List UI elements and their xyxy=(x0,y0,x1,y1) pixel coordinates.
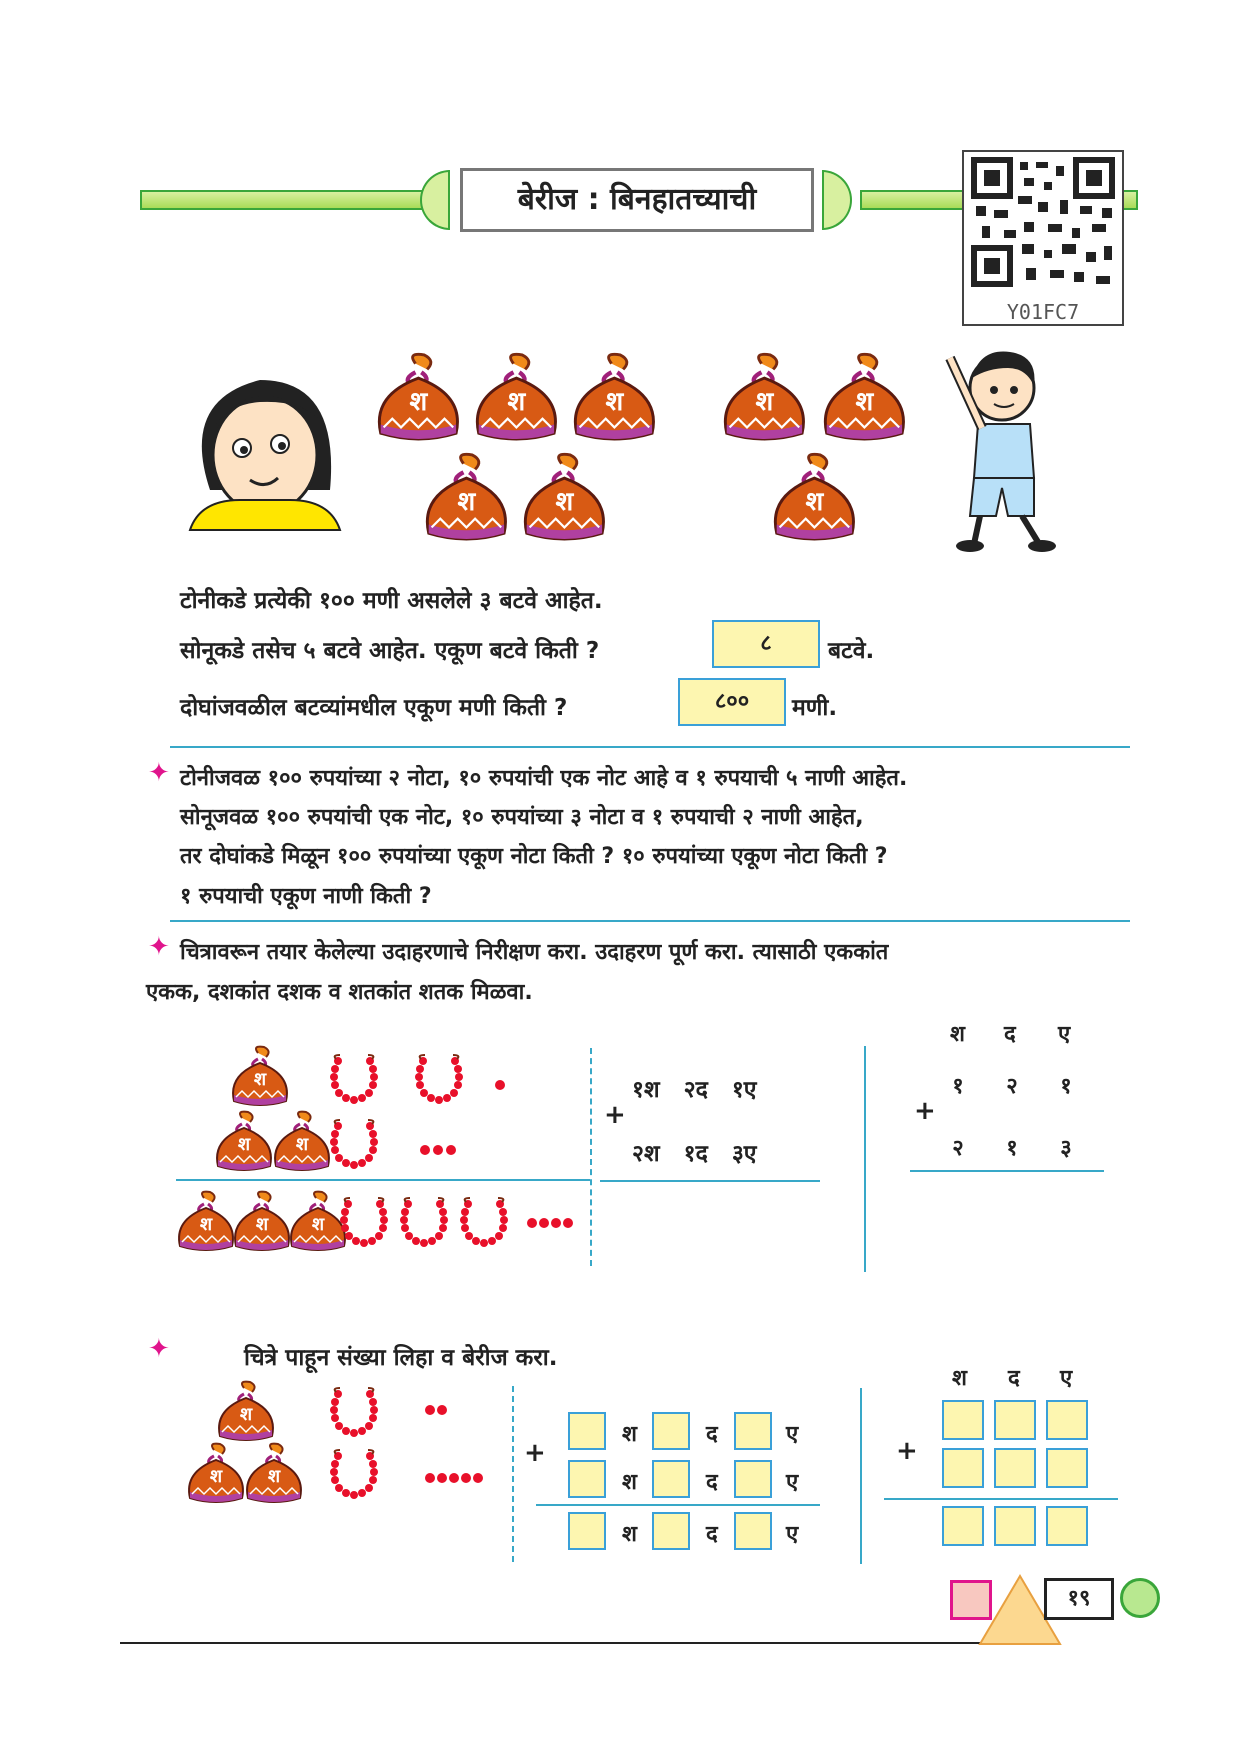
q3-grid-r1-tens[interactable] xyxy=(994,1400,1036,1440)
q2-line-1: चित्रावरून तयार केलेल्या उदाहरणाचे निरीक्षण करा. उदाहरण पूर्ण करा. त्यासाठी एककांत xyxy=(180,940,889,965)
q3-sum-hundreds-box[interactable] xyxy=(568,1512,606,1550)
q3-row1-unit-e: ए xyxy=(786,1422,799,1447)
money-bag-tony-2 xyxy=(477,354,555,439)
q2-row2-bags xyxy=(217,1112,329,1170)
q2-row2-necklace xyxy=(330,1120,378,1169)
star-bullet-q3: ✦ xyxy=(148,1334,170,1364)
intro-line-3-question: दोघांजवळील बटव्यांमधील एकूण मणी किती ? xyxy=(180,695,568,721)
q2-row1-bag xyxy=(233,1047,287,1105)
q1-line-3: तर दोघांकडे मिळून १०० रुपयांच्या एकूण नोटा किती ? १० रुपयांच्या एकूण नोटा किती ? xyxy=(180,844,888,869)
q3-head-tens: द xyxy=(1008,1366,1020,1391)
answer-bags-total[interactable]: ८ xyxy=(712,620,820,668)
q3-plus-sign-1: + xyxy=(524,1438,546,1468)
money-bag-sonu-3 xyxy=(775,454,853,539)
q3-row2-unit-d: द xyxy=(706,1470,718,1495)
footer-circle-shape xyxy=(1120,1578,1160,1618)
q3-row2-tens-box[interactable] xyxy=(652,1460,690,1498)
q3-sum-tens-box[interactable] xyxy=(652,1512,690,1550)
answer-beads-total[interactable]: ८०० xyxy=(678,678,786,726)
q3-row1-bag xyxy=(219,1382,273,1440)
q3-grid-r2-ones[interactable] xyxy=(1046,1448,1088,1488)
qr-pattern xyxy=(964,152,1122,292)
q2-head-hundreds: श xyxy=(950,1022,965,1047)
q2-row2-beads xyxy=(420,1145,456,1155)
q2-expanded-sum-line xyxy=(600,1180,820,1182)
q3-row1-tens-box[interactable] xyxy=(652,1412,690,1450)
q3-solid-divider xyxy=(860,1388,862,1564)
title-cap-left xyxy=(420,170,450,230)
divider-1 xyxy=(170,746,1130,748)
q3-expanded-sum-line xyxy=(536,1504,820,1506)
q3-grid-sum-ones[interactable] xyxy=(1046,1506,1088,1546)
q3-row2-necklace xyxy=(330,1450,378,1499)
q1-line-1: टोनीजवळ १०० रुपयांच्या २ नोटा, १० रुपयांची एक नोट आहे व १ रुपयाची ५ नाणी आहेत. xyxy=(180,766,908,791)
page-number: १९ xyxy=(1044,1578,1114,1620)
q2-num2-tens: १ xyxy=(1006,1136,1018,1161)
q2-sum-necklaces xyxy=(340,1198,508,1247)
money-bag-sonu-2 xyxy=(825,354,903,439)
q2-expanded-row-1: १श २द १ए xyxy=(632,1077,757,1103)
q2-num2-hundreds: २ xyxy=(952,1136,964,1161)
q3-row1-unit-d: द xyxy=(706,1422,718,1447)
q3-grid-r1-ones[interactable] xyxy=(1046,1400,1088,1440)
q1-line-4: १ रुपयाची एकूण नाणी किती ? xyxy=(180,884,432,909)
q2-line-2: एकक, दशकांत दशक व शतकांत शतक मिळवा. xyxy=(146,980,533,1005)
bags-group-tony xyxy=(372,352,672,562)
q3-grid-sum-line xyxy=(884,1498,1118,1500)
star-bullet-q2: ✦ xyxy=(148,932,170,962)
q3-grid-sum-hundreds[interactable] xyxy=(942,1506,984,1546)
money-bag-sonu-1 xyxy=(725,354,803,439)
q3-row2-bags xyxy=(189,1444,301,1502)
q2-num1-tens: २ xyxy=(1006,1074,1018,1099)
q3-sum-unit-e: ए xyxy=(786,1522,799,1547)
girl-illustration xyxy=(180,340,350,540)
q3-picture xyxy=(180,1380,510,1520)
q2-sum-bags xyxy=(179,1192,345,1250)
q3-text: चित्रे पाहून संख्या लिहा व बेरीज करा. xyxy=(244,1345,558,1371)
qr-code-label: Y01FC7 xyxy=(1006,300,1080,324)
q2-plus-sign-1: + xyxy=(604,1100,626,1130)
q2-num2-ones: ३ xyxy=(1060,1136,1072,1161)
q2-plus-sign-2: + xyxy=(914,1096,936,1126)
q3-grid-r2-hundreds[interactable] xyxy=(942,1448,984,1488)
money-bag-tony-5 xyxy=(525,454,603,539)
q3-row1-necklace xyxy=(330,1388,378,1437)
q3-row2-hundreds-box[interactable] xyxy=(568,1460,606,1498)
title-box: बेरीज : बिनहातच्याची xyxy=(460,168,814,232)
q2-row1-necklaces xyxy=(330,1055,463,1104)
q3-grid-r2-tens[interactable] xyxy=(994,1448,1036,1488)
q3-row1-hundreds-box[interactable] xyxy=(568,1412,606,1450)
q2-picture xyxy=(170,1040,590,1260)
qr-code[interactable] xyxy=(962,150,1124,326)
q3-sum-ones-box[interactable] xyxy=(734,1512,772,1550)
q3-head-hundreds: श xyxy=(952,1366,967,1391)
q2-sum-line xyxy=(910,1170,1104,1172)
q3-row1-ones-box[interactable] xyxy=(734,1412,772,1450)
q2-sum-beads xyxy=(527,1218,573,1228)
q3-row2-beads xyxy=(425,1473,483,1483)
q3-row2-unit-sh: श xyxy=(622,1470,637,1495)
q3-row1-beads xyxy=(425,1405,447,1415)
q2-num1-ones: १ xyxy=(1060,1074,1072,1099)
q3-dashed-divider xyxy=(512,1386,514,1562)
q3-grid-r1-hundreds[interactable] xyxy=(942,1400,984,1440)
bags-group-sonu xyxy=(718,352,918,562)
q2-head-tens: द xyxy=(1004,1022,1016,1047)
intro-line-3-unit: मणी. xyxy=(792,695,838,721)
q2-num1-hundreds: १ xyxy=(952,1074,964,1099)
q3-head-ones: ए xyxy=(1060,1366,1073,1391)
title-bar-left xyxy=(140,190,425,210)
money-bag-tony-3 xyxy=(575,354,653,439)
money-bag-tony-1 xyxy=(379,354,457,439)
q3-plus-sign-2: + xyxy=(896,1436,918,1466)
q3-sum-unit-sh: श xyxy=(622,1522,637,1547)
star-bullet-q1: ✦ xyxy=(148,758,170,788)
q2-expanded-row-2: २श १द ३ए xyxy=(632,1141,757,1167)
q1-line-2: सोनूजवळ १०० रुपयांची एक नोट, १० रुपयांच्या ३ नोटा व १ रुपयाची २ नाणी आहेत, xyxy=(180,805,864,830)
q2-solid-divider xyxy=(864,1046,866,1272)
q3-row1-unit-sh: श xyxy=(622,1422,637,1447)
q2-head-ones: ए xyxy=(1058,1022,1071,1047)
intro-line-2-question: सोनूकडे तसेच ५ बटवे आहेत. एकूण बटवे किती ? xyxy=(180,638,600,664)
money-bag-tony-4 xyxy=(427,454,505,539)
intro-line-1: टोनीकडे प्रत्येकी १०० मणी असलेले ३ बटवे आहेत. xyxy=(180,588,603,614)
footer-rule xyxy=(120,1642,980,1644)
q3-row2-ones-box[interactable] xyxy=(734,1460,772,1498)
boy-illustration xyxy=(930,338,1060,558)
q3-row2-unit-e: ए xyxy=(786,1470,799,1495)
title-cap-right xyxy=(822,170,852,230)
q2-row1-bead xyxy=(495,1080,505,1090)
q3-grid-sum-tens[interactable] xyxy=(994,1506,1036,1546)
divider-2 xyxy=(170,920,1130,922)
q3-sum-unit-d: द xyxy=(706,1522,718,1547)
q2-dashed-divider xyxy=(590,1048,592,1266)
intro-line-2-unit: बटवे. xyxy=(828,638,875,664)
